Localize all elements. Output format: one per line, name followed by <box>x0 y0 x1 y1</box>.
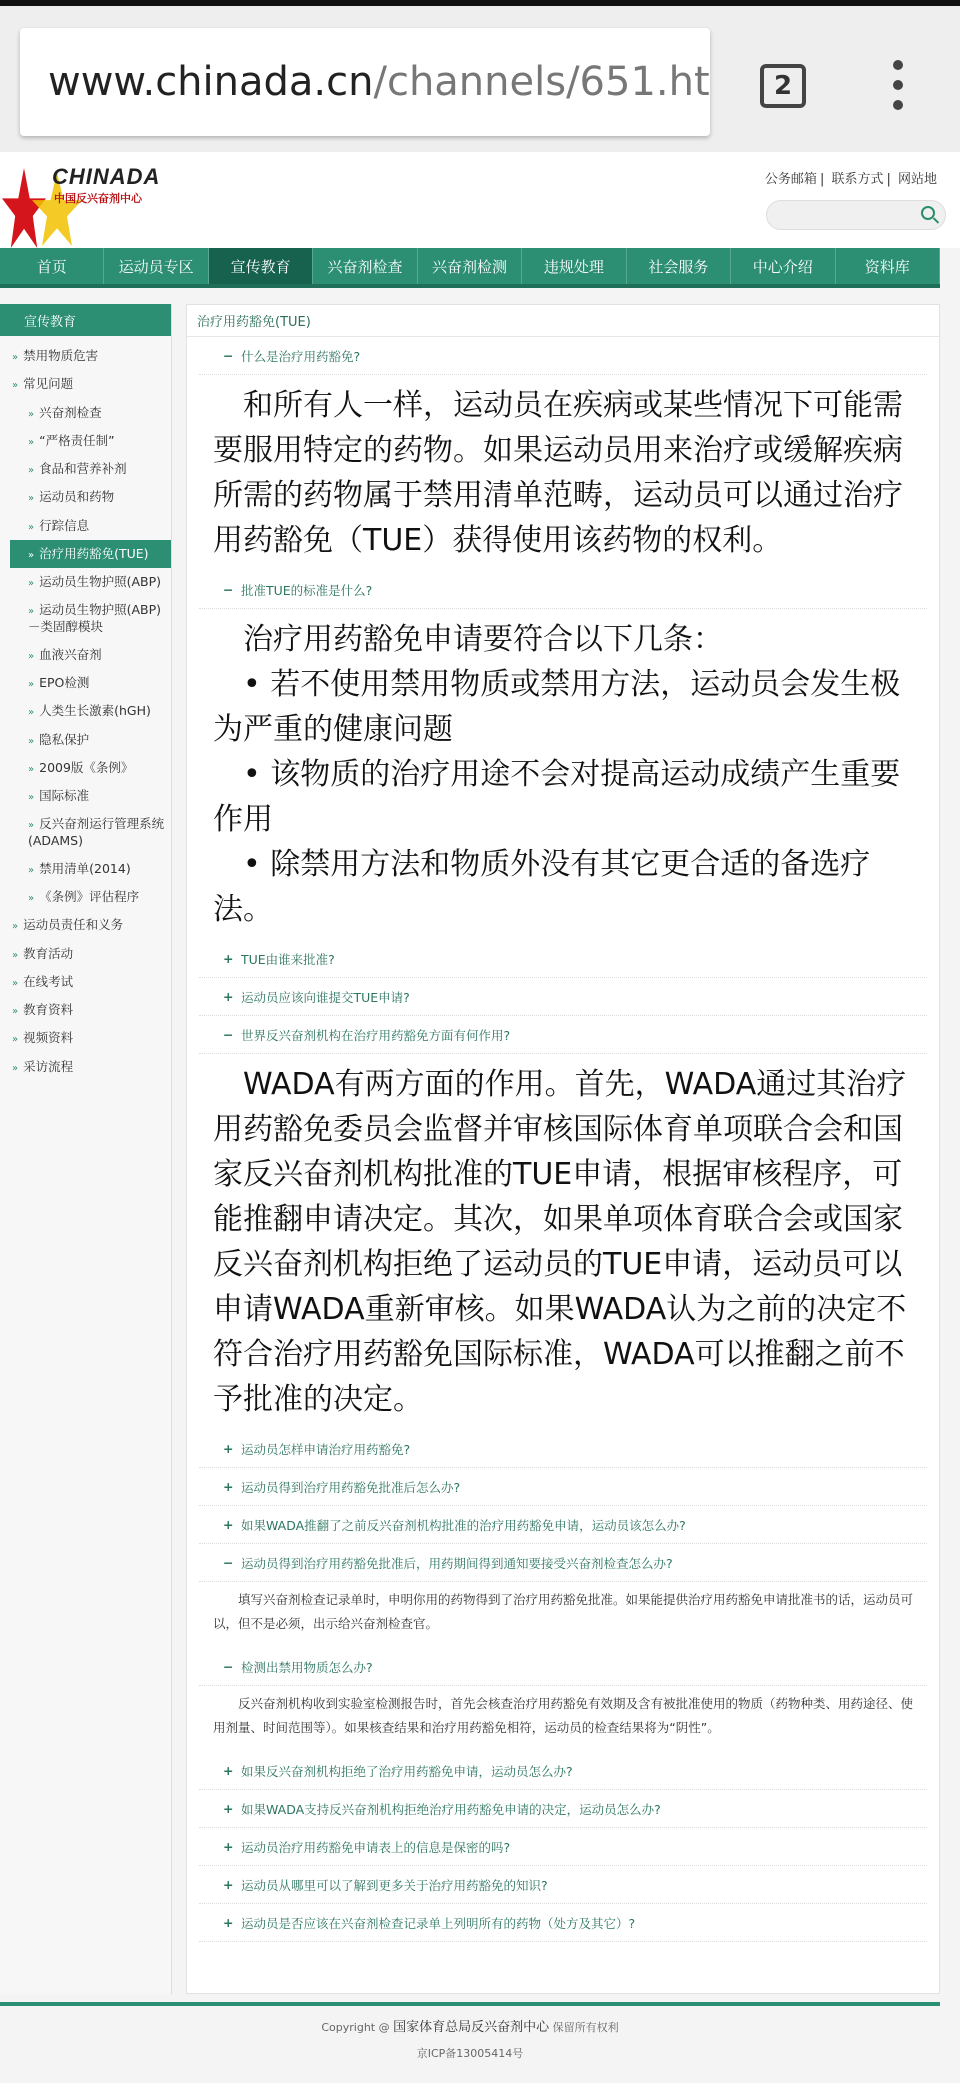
chevron-right-icon: » <box>28 864 35 876</box>
sidebar-item-label: 隐私保护 <box>39 731 90 747</box>
question-text: 如果WADA支持反兴奋剂机构拒绝治疗用药豁免申请的决定，运动员怎么办? <box>241 1801 661 1817</box>
link-sitemap[interactable]: 网站地 <box>897 172 937 187</box>
sidebar-item[interactable] <box>0 455 171 483</box>
sidebar-item[interactable] <box>0 483 171 511</box>
main-nav <box>0 248 940 288</box>
logo-text: CHINADA <box>52 164 161 189</box>
faq-question[interactable] <box>199 1904 927 1942</box>
chevron-right-icon: » <box>28 408 35 420</box>
website <box>0 152 960 2083</box>
chevron-right-icon: » <box>12 1006 19 1017</box>
sidebar-item-label: 禁用物质危害 <box>23 348 99 363</box>
faq-question[interactable] <box>199 337 927 375</box>
expand-icon: + <box>223 1915 234 1930</box>
sidebar-item-label: 禁用清单(2014) <box>39 860 131 876</box>
sidebar-item[interactable] <box>0 883 171 911</box>
chevron-right-icon: » <box>28 792 35 803</box>
chevron-right-icon: » <box>28 465 35 476</box>
icp-record[interactable]: 京ICP备13005414号 <box>416 2047 524 2060</box>
chevron-right-icon: » <box>28 606 35 618</box>
nav-doping-control[interactable]: 兴奋剂检查 <box>313 248 417 284</box>
top-links: 公务邮箱 | 联系方式 | 网站地 <box>762 168 940 187</box>
sidebar-item-label: 国际标准 <box>39 788 90 803</box>
faq-question[interactable] <box>199 1866 927 1904</box>
sidebar-item[interactable] <box>0 782 171 810</box>
question-text: 世界反兴奋剂机构在治疗用药豁免方面有何作用? <box>241 1027 511 1043</box>
search-input[interactable] <box>766 200 946 230</box>
expand-icon: + <box>223 1441 234 1456</box>
site-footer <box>0 2002 940 2083</box>
question-text: 运动员是否应该在兴奋剂检查记录单上列明所有的药物（处方及其它）? <box>241 1915 636 1931</box>
sidebar-item[interactable] <box>0 810 171 855</box>
answer-line: • 若不使用禁用物质或禁用方法，运动员会发生极为严重的健康问题 <box>213 667 901 747</box>
sidebar-item-label: 反兴奋剂运行管理系统(ADAMS) <box>28 816 165 848</box>
question-text: 如果WADA推翻了之前反兴奋剂机构批准的治疗用药豁免申请，运动员该怎么办? <box>241 1517 686 1533</box>
breadcrumb: 治疗用药豁免(TUE) <box>187 305 939 337</box>
expand-icon: + <box>223 1801 234 1816</box>
nav-about[interactable]: 中心介绍 <box>731 248 835 284</box>
faq-answer: 和所有人一样，运动员在疾病或某些情况下可能需要服用特定的药物。如果运动员用来治疗或缓解疾病所需的药物属于禁用清单范畴，运动员可以通过治疗用药豁免（TUE）获得使用该药物的权利。 <box>213 388 903 558</box>
sidebar-item[interactable] <box>0 669 171 697</box>
faq-question[interactable] <box>199 1016 927 1054</box>
question-text: 如果反兴奋剂机构拒绝了治疗用药豁免申请，运动员怎么办? <box>241 1763 573 1779</box>
chevron-right-icon: » <box>28 763 35 775</box>
link-mailbox[interactable]: 公务邮箱 <box>764 172 817 187</box>
chevron-right-icon: » <box>28 820 35 832</box>
sidebar-item[interactable] <box>0 911 171 939</box>
faq-question[interactable] <box>199 1752 927 1790</box>
sidebar-list <box>0 336 171 1081</box>
nav-athletes[interactable]: 运动员专区 <box>104 248 208 284</box>
faq-question[interactable] <box>199 1544 927 1582</box>
chevron-right-icon: » <box>12 977 19 989</box>
expand-icon: + <box>223 989 234 1004</box>
sidebar-item[interactable] <box>0 568 171 596</box>
sidebar-item-label: 血液兴奋剂 <box>39 646 102 662</box>
sidebar-item[interactable] <box>0 1024 171 1052</box>
faq-answer <box>187 609 939 940</box>
nav-home[interactable]: 首页 <box>0 248 104 284</box>
collapse-icon: − <box>223 1555 234 1570</box>
faq-question[interactable] <box>199 1790 927 1828</box>
url-path: /channels/651.ht <box>373 59 710 105</box>
question-text: 运动员应该向谁提交TUE申请? <box>241 989 410 1005</box>
chevron-right-icon: » <box>12 1034 19 1046</box>
sidebar-item-label: 常见问题 <box>23 376 74 392</box>
url-host: www.chinada.cn <box>48 59 374 105</box>
expand-icon: + <box>223 951 234 966</box>
collapse-icon: − <box>223 1027 234 1042</box>
sidebar-item-label: 运动员生物护照(ABP)－类固醇模块 <box>28 602 162 634</box>
sidebar-item-label: 人类生长激素(hGH) <box>39 703 151 719</box>
sidebar-item[interactable] <box>0 754 171 782</box>
nav-education[interactable]: 宣传教育 <box>209 248 313 284</box>
sidebar-item[interactable] <box>0 940 171 968</box>
sidebar-item-label: 运动员责任和义务 <box>23 917 124 933</box>
chevron-right-icon: » <box>28 436 35 448</box>
link-contact[interactable]: 联系方式 <box>831 172 884 187</box>
sidebar-item[interactable] <box>0 342 171 370</box>
overflow-menu-icon[interactable] <box>892 60 904 110</box>
expand-icon: + <box>223 1479 234 1494</box>
answer-line: 治疗用药豁免申请要符合以下几条： <box>213 622 723 657</box>
logo-subtitle: 中国反兴奋剂中心 <box>54 192 142 205</box>
faq-question[interactable] <box>199 1506 927 1544</box>
faq-question[interactable] <box>199 940 927 978</box>
expand-icon: + <box>223 1763 234 1778</box>
question-text: 运动员怎样申请治疗用药豁免? <box>241 1441 411 1457</box>
faq-answer: 反兴奋剂机构收到实验室检测报告时，首先会核查治疗用药豁免有效期及含有被批准使用的物质（药物种类、用药途径、使用剂量、时间范围等）。如果核查结果和治疗用药豁免相符，运动员的检查结果将为“阴性”。 <box>213 1696 914 1735</box>
nav-doping-testing[interactable]: 兴奋剂检测 <box>418 248 522 284</box>
collapse-icon: − <box>223 348 234 363</box>
expand-icon: + <box>223 1839 234 1854</box>
sidebar-item-label: 教育资料 <box>23 1002 74 1017</box>
question-text: 运动员从哪里可以了解到更多关于治疗用药豁免的知识? <box>241 1877 548 1893</box>
question-text: TUE由谁来批准? <box>241 951 335 967</box>
site-logo[interactable] <box>2 158 177 242</box>
chevron-right-icon: » <box>28 549 35 561</box>
question-text: 批准TUE的标准是什么? <box>241 582 373 598</box>
sidebar-item[interactable] <box>0 399 171 427</box>
nav-services[interactable]: 社会服务 <box>627 248 731 284</box>
sidebar-item[interactable] <box>0 726 171 754</box>
faq-answer: WADA有两方面的作用。首先，WADA通过其治疗用药豁免委员会监督并审核国际体育单项联合会和国家反兴奋剂机构批准的TUE申请，根据审核程序，可能推翻申请决定。其次，如果单项体育联合会或国家反兴奋剂机构拒绝了运动员的TUE申请，运动员可以申请WADA重新审核。如果WADA认为之前的决定不符合治疗用药豁免国际标准，WADA可以推翻之前不予批准的决定。 <box>213 1067 907 1417</box>
sidebar-item-label: 治疗用药豁免(TUE) <box>39 545 149 561</box>
sidebar-item[interactable] <box>0 370 171 398</box>
answer-line: • 除禁用方法和物质外没有其它更合适的备选疗法。 <box>213 847 871 927</box>
sidebar-item[interactable] <box>10 540 171 568</box>
sidebar-item-label: 食品和营养补剂 <box>39 461 127 476</box>
nav-library[interactable]: 资料库 <box>836 248 940 284</box>
sidebar-item-label: 运动员和药物 <box>39 489 115 505</box>
question-text: 运动员治疗用药豁免申请表上的信息是保密的吗? <box>241 1839 511 1855</box>
footer-org: 国家体育总局反兴奋剂中心 <box>393 2020 550 2035</box>
search-icon[interactable] <box>921 206 935 220</box>
sidebar-item[interactable] <box>0 996 171 1024</box>
expand-icon: + <box>223 1877 234 1892</box>
sidebar-item[interactable] <box>0 697 171 725</box>
sidebar-item-label: 行踪信息 <box>39 517 90 533</box>
faq-question[interactable] <box>199 1648 927 1686</box>
copyright-prefix: Copyright @ <box>321 2021 390 2034</box>
sidebar-item-label: EPO检测 <box>39 675 90 690</box>
question-text: 运动员得到治疗用药豁免批准后怎么办? <box>241 1479 461 1495</box>
address-bar[interactable] <box>20 28 710 136</box>
sidebar-item[interactable] <box>0 512 171 540</box>
sidebar-item[interactable] <box>0 596 171 641</box>
question-text: 检测出禁用物质怎么办? <box>241 1659 373 1675</box>
faq-question[interactable] <box>199 571 927 609</box>
faq-question[interactable] <box>199 1828 927 1866</box>
expand-icon: + <box>223 1517 234 1532</box>
sidebar-item-label: 兴奋剂检查 <box>39 404 102 420</box>
nav-violations[interactable]: 违规处理 <box>522 248 626 284</box>
faq-question[interactable] <box>199 1430 927 1468</box>
site-header <box>0 152 960 248</box>
chevron-right-icon: » <box>28 707 35 719</box>
collapse-icon: − <box>223 1659 234 1674</box>
main-content <box>186 304 940 1994</box>
copyright <box>0 2016 940 2035</box>
faq-question[interactable] <box>199 1468 927 1506</box>
sidebar-item-label: 《条例》评估程序 <box>39 889 140 904</box>
browser-toolbar <box>0 0 960 152</box>
sidebar-item-label: 采访流程 <box>23 1058 74 1074</box>
sidebar-title: 宣传教育 <box>0 304 171 336</box>
chevron-right-icon: » <box>12 921 19 933</box>
chevron-right-icon: » <box>28 521 35 533</box>
question-text: 什么是治疗用药豁免? <box>241 348 361 364</box>
chevron-right-icon: » <box>28 493 35 505</box>
sidebar-item-label: 教育活动 <box>23 945 74 961</box>
sidebar-item[interactable] <box>0 855 171 883</box>
sidebar-item[interactable] <box>0 641 171 669</box>
chevron-right-icon: » <box>12 949 19 961</box>
chevron-right-icon: » <box>28 893 35 904</box>
chevron-right-icon: » <box>28 650 35 662</box>
sidebar-item-label: 在线考试 <box>23 973 74 989</box>
tab-switcher-button[interactable]: 2 <box>760 64 806 108</box>
chevron-right-icon: » <box>12 352 19 363</box>
sidebar-item-label: 运动员生物护照(ABP) <box>39 574 162 589</box>
chevron-right-icon: » <box>28 578 35 589</box>
chevron-right-icon: » <box>12 380 19 392</box>
sidebar-item-label: “严格责任制” <box>39 432 115 448</box>
sidebar-item-label: 2009版《条例》 <box>39 759 134 775</box>
collapse-icon: − <box>223 582 234 597</box>
chevron-right-icon: » <box>12 1062 19 1074</box>
chevron-right-icon: » <box>28 679 35 690</box>
sidebar <box>0 304 172 1994</box>
sidebar-item[interactable] <box>0 1053 171 1081</box>
footer-rights: 保留所有权利 <box>552 2021 619 2034</box>
sidebar-item[interactable] <box>0 968 171 996</box>
question-text: 运动员得到治疗用药豁免批准后，用药期间得到通知要接受兴奋剂检查怎么办? <box>241 1555 673 1571</box>
sidebar-item-label: 视频资料 <box>23 1030 74 1046</box>
faq-question[interactable] <box>199 978 927 1016</box>
faq-answer: 填写兴奋剂检查记录单时，申明你用的药物得到了治疗用药豁免批准。如果能提供治疗用药豁免申请批准书的话，运动员可以，但不是必须，出示给兴奋剂检查官。 <box>213 1592 914 1631</box>
answer-line: • 该物质的治疗用途不会对提高运动成绩产生重要作用 <box>213 757 901 837</box>
chevron-right-icon: » <box>28 735 35 747</box>
sidebar-item[interactable] <box>0 427 171 455</box>
